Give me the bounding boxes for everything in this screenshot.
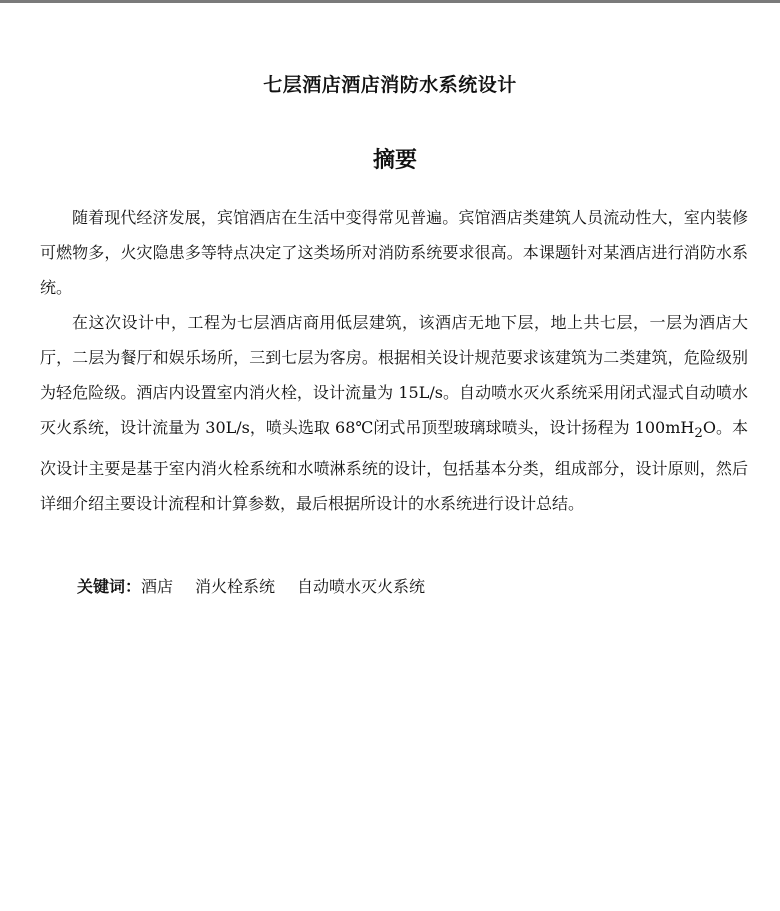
abstract-paragraph-1: 随着现代经济发展，宾馆酒店在生活中变得常见普遍。宾馆酒店类建筑人员流动性大，室内装修可燃物多，火灾隐患多等特点决定了这类场所对消防系统要求很高。本课题针对某酒店进行消防水系统。 — [40, 208, 748, 297]
abstract-body — [40, 200, 748, 521]
abstract-heading: 摘要 — [372, 148, 417, 173]
keyword-item: 消火栓系统 — [195, 577, 276, 596]
page-top-rule — [0, 0, 780, 3]
keywords-line — [77, 573, 737, 601]
keyword-item: 酒店 — [141, 577, 174, 596]
paragraph-2-text-continued: O。本次设计主要是基于室内消火栓系统和水喷淋系统的设计，包括基本分类，组成部分，设计原则，然后详细介绍主要设计流程和计算参数，最后根据所设计的水系统进行设计总结。 — [40, 418, 748, 514]
abstract-paragraph-2 — [40, 305, 748, 521]
document-title: 七层酒店酒店消防水系统设计 — [263, 74, 517, 96]
paragraph-2-text: 在这次设计中，工程为七层酒店商用低层建筑，该酒店无地下层，地上共七层，一层为酒店大厅，二层为餐厅和娱乐场所，三到七层为客房。根据相关设计规范要求该建筑为二类建筑，危险级别为轻危险级。酒店内设置室内消火栓，设计流量为 15L/s。自动喷水灭火系统采用闭式湿式自动喷水灭火系统，设计流量为 30L/s，喷头选取 68℃闭式吊顶型玻璃球喷头，设计扬程为 100mH — [40, 313, 748, 437]
keywords-label: 关键词： — [77, 577, 142, 596]
subscript-2: 2 — [694, 426, 703, 442]
keyword-item: 自动喷水灭火系统 — [297, 577, 426, 596]
